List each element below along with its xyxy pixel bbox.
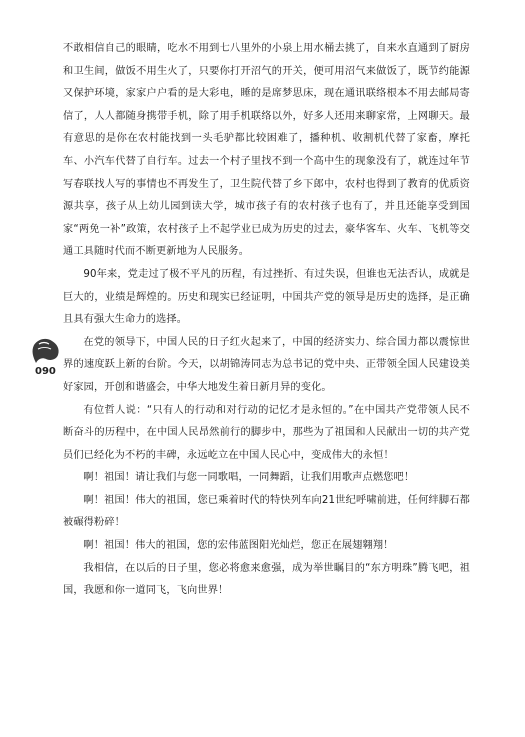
paragraph-7: 啊！祖国！伟大的祖国，您的宏伟蓝图阳光灿烂，您正在展翅翱翔！	[83, 540, 394, 552]
page-number: 090	[35, 366, 56, 377]
paragraph-8: 我相信，在以后的日子里，您必将愈来愈强，成为举世瞩目的“东方明珠”腾飞吧，祖国，我愿和你一道同飞，飞向世界！	[63, 562, 470, 597]
paragraph-2: 90年来，党走过了极不平凡的历程，有过挫折、有过失误，但谁也无法否认，成就是巨大的，业绩是辉煌的。历史和现实已经证明，中国共产党的领导是历史的选择，是正确且具有强大生命力的选择。	[63, 268, 470, 326]
paragraph-4: 有位哲人说：“只有人的行动和对行动的记忆才是永恒的。”在中国共产党带领人民不断奋斗的历程中，在中国人民昂然前行的脚步中，那些为了祖国和人民献出一切的共产党员们已经化为不朽的丰碑，永远屹立在中国人民心中，变成伟大的永恒！	[63, 404, 470, 461]
page-corner-ornament-icon	[30, 335, 62, 387]
body-text	[63, 38, 470, 603]
paragraph-3: 在党的领导下，中国人民的日子红火起来了，中国的经济实力、综合国力都以震惊世界的速度跃上新的台阶。今天，以胡锦涛同志为总书记的党中央、正带领全国人民建设美好家园，开创和谐盛会，中华大地发生着日新月异的变化。	[63, 336, 470, 393]
paragraph-1: 不敢相信自己的眼睛，吃水不用到七八里外的小泉上用水桶去挑了，自来水直通到了厨房和卫生间，做饭不用生火了，只要你打开沼气的开关，便可用沼气来做饭了，既节约能源又保护环境，家家户户看的是大彩电，睡的是席梦思床，现在通讯联络根本不用去邮局寄信了，人人都随身携带手机，除了用手机联络以外，好多人还用来聊家常，上网聊天。最有意思的是你在农村能找到一头毛驴都比较困难了，播种机、收割机代替了家畜，摩托车、小汽车代替了自行车。过去一个村子里找不到一个高中生的现象没有了，就连过年节写春联找人写的事情也不再发生了，卫生院代替了乡下郎中，农村也得到了教育的优质资源共享，孩子从上幼儿园到读大学，城市孩子有的农村孩子也有了，并且还能享受到国家“两免一补”政策，农村孩子上不起学业已成为历史的过去，豪华客车、火车、飞机等交通工具随时代而不断更新地为人民服务。	[63, 43, 470, 258]
paragraph-6: 啊！祖国！伟大的祖国，您已乘着时代的特快列车向21世纪呼啸前进，任何绊脚石都被碾得粉碎！	[63, 494, 470, 529]
paragraph-5: 啊！祖国！请让我们与您一同歌唱，一同舞蹈，让我们用歌声点燃您吧！	[83, 472, 415, 484]
